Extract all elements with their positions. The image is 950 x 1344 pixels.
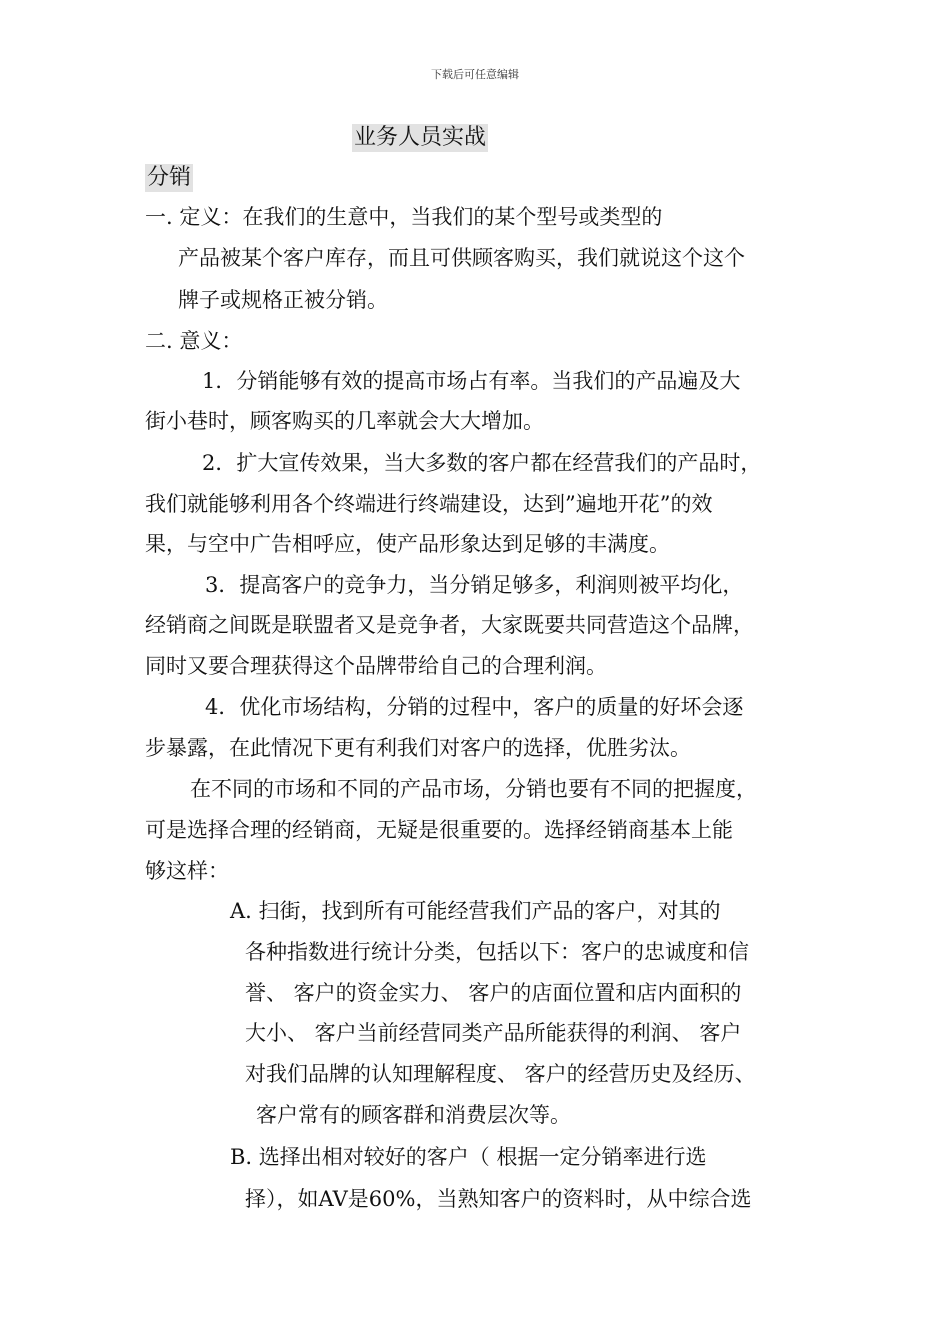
paragraph-line: A. 扫街，找到所有可能经营我们产品的客户，对其的: [230, 899, 721, 923]
paragraph-line: 择），如AV是60%，当熟知客户的资料时，从中综合选: [245, 1187, 752, 1211]
paragraph-line: 在不同的市场和不同的产品市场，分销也要有不同的把握度，: [190, 777, 757, 801]
paragraph-line: 产品被某个客户库存，而且可供顾客购买，我们就说这个这个: [178, 246, 745, 270]
paragraph-line: 牌子或规格正被分销。: [178, 288, 388, 312]
paragraph-line: 4．优化市场结构，分销的过程中，客户的质量的好坏会逐: [205, 695, 744, 719]
paragraph-line: 够这样：: [145, 859, 229, 883]
paragraph-line: B. 选择出相对较好的客户（ 根据一定分销率进行选: [230, 1145, 707, 1169]
paragraph-line: 1．分销能够有效的提高市场占有率。当我们的产品遍及大: [202, 369, 741, 393]
paragraph-line: 可是选择合理的经销商，无疑是很重要的。选择经销商基本上能: [145, 818, 733, 842]
paragraph-line: 对我们品牌的认知理解程度、 客户的经营历史及经历、: [245, 1062, 756, 1086]
paragraph-line: 果，与空中广告相呼应，使产品形象达到足够的丰满度。: [145, 532, 670, 556]
document-title: 业务人员实战: [354, 125, 487, 150]
paragraph-line: 步暴露，在此情况下更有利我们对客户的选择，优胜劣汰。: [145, 736, 691, 760]
paragraph-line: 经销商之间既是联盟者又是竞争者，大家既要共同营造这个品牌，: [145, 613, 754, 637]
paragraph-line: 各种指数进行统计分类，包括以下：客户的忠诚度和信: [245, 940, 749, 964]
paragraph-line: 2．扩大宣传效果，当大多数的客户都在经营我们的产品时，: [202, 451, 762, 475]
paragraph-line: 二. 意义：: [145, 329, 243, 353]
section-heading: 分销: [147, 165, 192, 190]
paragraph-line: 一. 定义：在我们的生意中，当我们的某个型号或类型的: [145, 205, 663, 229]
paragraph-line: 3．提高客户的竞争力，当分销足够多，利润则被平均化，: [205, 573, 744, 597]
paragraph-line: 街小巷时，顾客购买的几率就会大大增加。: [145, 409, 544, 433]
page-header-note: 下载后可任意编辑: [431, 68, 519, 81]
paragraph-line: 我们就能够利用各个终端进行终端建设，达到”遍地开花”的效: [145, 492, 713, 516]
paragraph-line: 客户常有的顾客群和消费层次等。: [256, 1103, 571, 1127]
paragraph-line: 誉、 客户的资金实力、 客户的店面位置和店内面积的: [245, 981, 742, 1005]
paragraph-line: 同时又要合理获得这个品牌带给自己的合理利润。: [145, 654, 607, 678]
paragraph-line: 大小、 客户当前经营同类产品所能获得的利润、 客户: [245, 1021, 742, 1045]
